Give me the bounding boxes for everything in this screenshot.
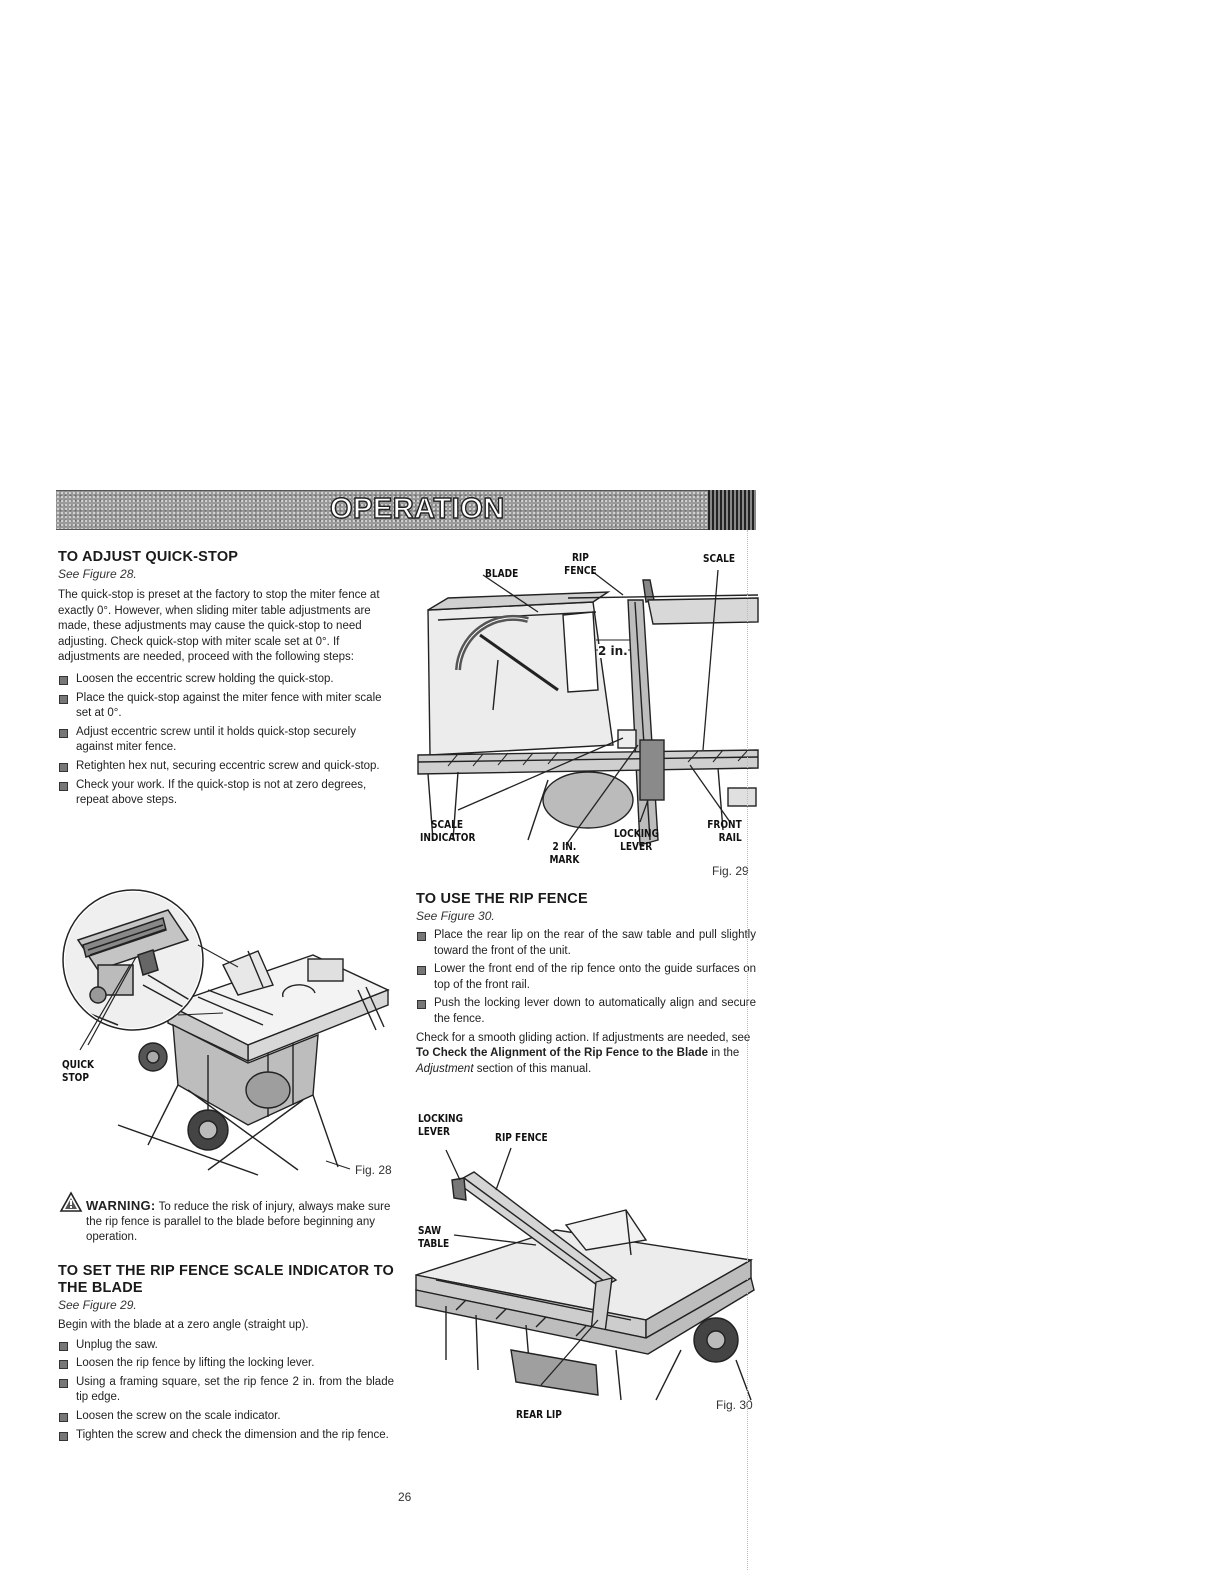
quick-stop-section — [58, 548, 394, 812]
list-item: Loosen the rip fence by lifting the locking lever. — [58, 1356, 394, 1372]
fig29-label-scale-indicator: SCALE INDICATOR — [420, 818, 476, 844]
list-item: Using a framing square, set the rip fence 2 in. from the blade tip edge. — [58, 1375, 394, 1406]
list-item: Lower the front end of the rip fence onto the guide surfaces on top of the front rail. — [416, 962, 756, 993]
list-item: Check your work. If the quick-stop is not at zero degrees, repeat above steps. — [58, 778, 394, 809]
warning-text-wrap — [86, 1198, 394, 1245]
fig30-caption: Fig. 30 — [716, 1398, 753, 1412]
fig28-caption: Fig. 28 — [355, 1163, 392, 1177]
scale-indicator-section — [58, 1263, 394, 1446]
warning-icon — [60, 1192, 82, 1212]
list-item: Push the locking lever down to automatically align and secure the fence. — [416, 996, 756, 1027]
rip-fence-heading: TO USE THE RIP FENCE — [416, 891, 588, 907]
rip-fence-figure-ref: See Figure 30. — [416, 909, 495, 923]
fig29-label-rip-fence: RIP FENCE — [564, 551, 597, 577]
list-item: Adjust eccentric screw until it holds quick-stop securely against miter fence. — [58, 725, 394, 756]
figure-28-illustration — [58, 885, 398, 1185]
fig30-label-rear-lip: REAR LIP — [516, 1408, 562, 1421]
banner-edge — [708, 490, 756, 530]
warning-heading: WARNING: — [86, 1198, 156, 1213]
quick-stop-intro: The quick-stop is preset at the factory to stop the miter fence at exactly 0°. However, when sliding miter table adjustments are made, these adjustments may cause the quick-stop to need adjusting. Check quick-stop with miter scale set at 0°. If adjustments are needed, proceed with the following steps: — [58, 589, 380, 664]
fig30-label-locking-lever: LOCKING LEVER — [418, 1112, 464, 1138]
fig29-label-2in: 2 in. — [598, 644, 628, 658]
scale-indicator-steps — [58, 1338, 394, 1444]
fig29-label-2in-mark: 2 IN. MARK — [549, 840, 580, 866]
list-item: Loosen the screw on the scale indicator. — [58, 1409, 394, 1425]
list-item: Place the rear lip on the rear of the saw table and pull slightly toward the front of the unit. — [416, 928, 756, 959]
warning-block — [86, 1198, 394, 1245]
fig29-caption: Fig. 29 — [712, 864, 749, 878]
fig28-label-quick-stop: QUICK STOP — [62, 1058, 94, 1084]
page-number: 26 — [398, 1490, 412, 1504]
rip-fence-outro: Check for a smooth gliding action. If adjustments are needed, see To Check the Alignment of the Rip Fence to the Blade in the Adjustment section of this manual. — [416, 1031, 751, 1075]
scale-indicator-intro: Begin with the blade at a zero angle (straight up). — [58, 1319, 309, 1331]
list-item: Loosen the eccentric screw holding the quick-stop. — [58, 672, 394, 688]
rip-fence-section — [416, 890, 756, 1077]
rip-fence-steps — [416, 928, 756, 1028]
quick-stop-steps — [58, 672, 394, 809]
list-item: Place the quick-stop against the miter fence with miter scale set at 0°. — [58, 691, 394, 722]
fig30-label-rip-fence: RIP FENCE — [495, 1131, 548, 1144]
fig29-label-front-rail: FRONT RAIL — [707, 818, 742, 844]
list-item: Retighten hex nut, securing eccentric screw and quick-stop. — [58, 759, 394, 775]
alignment-reference: To Check the Alignment of the Rip Fence to the Blade — [416, 1047, 708, 1060]
fig30-label-saw-table: SAW TABLE — [418, 1224, 450, 1250]
quick-stop-heading: TO ADJUST QUICK-STOP — [58, 549, 239, 565]
section-title: OPERATION — [330, 493, 505, 525]
warning-text: To reduce the risk of injury, always make sure the rip fence is parallel to the blade before beginning any operation. — [86, 1201, 391, 1243]
figure-30-illustration — [416, 1110, 758, 1410]
fig29-label-scale: SCALE — [703, 552, 736, 565]
list-item: Unplug the saw. — [58, 1338, 394, 1354]
binding-edge — [747, 530, 748, 1570]
list-item: Tighten the screw and check the dimension and the rip fence. — [58, 1428, 394, 1444]
fig29-label-blade: BLADE — [485, 567, 519, 580]
fig29-label-locking-lever: LOCKING LEVER — [614, 827, 660, 853]
quick-stop-figure-ref: See Figure 28. — [58, 567, 137, 581]
scale-indicator-heading: TO SET THE RIP FENCE SCALE INDICATOR TO THE BLADE — [58, 1263, 394, 1296]
scale-indicator-figure-ref: See Figure 29. — [58, 1298, 137, 1312]
